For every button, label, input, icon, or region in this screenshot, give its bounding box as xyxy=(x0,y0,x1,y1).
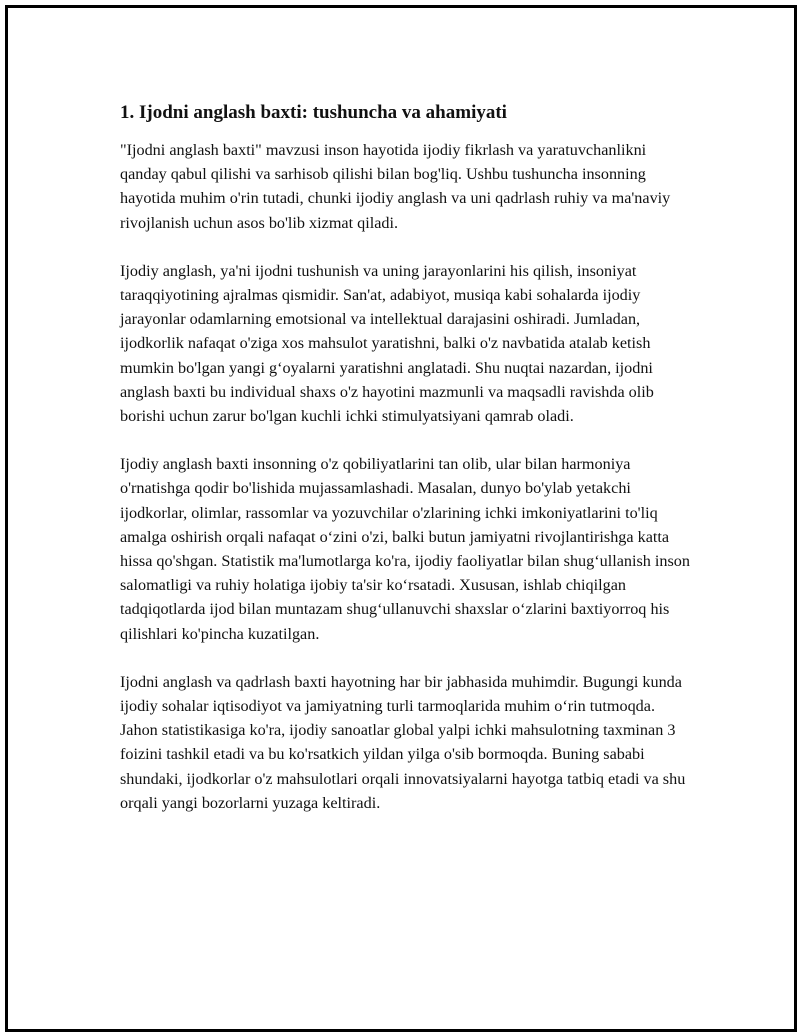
document-body xyxy=(120,100,696,839)
paragraph-2: Ijodiy anglash, ya'ni ijodni tushunish va uning jarayonlarini his qilish, insoniyat taraqqiyotining ajralmas qismidir. San'at, adabiyot, musiqa kabi sohalarda ijodiy jarayonlar odamlarning emotsional va intellektual darajasini oshiradi. Jumladan, ijodkorlik nafaqat o'ziga xos mahsulot yaratishni, balki o'z navbatida atalab ketish mumkin bo'lgan yangi g‘oyalarni yaratishni anglatadi. Shu nuqtai nazardan, ijodni anglash baxti bu individual shaxs o'z hayotini mazmunli va maqsadli ravishda olib borishi uchun zarur bo'lgan kuchli ichki stimulyatsiyani qamrab oladi. xyxy=(120,261,654,426)
paragraph-1: "Ijodni anglash baxti" mavzusi inson hayotida ijodiy fikrlash va yaratuvchanlikni qanday qabul qilishi va sarhisob qilishi bilan bog'liq. Ushbu tushuncha insonning hayotida muhim o'rin tutadi, chunki ijodiy anglash va uni qadrlash ruhiy va ma'naviy rivojlanish uchun asos bo'lib xizmat qiladi. xyxy=(120,141,671,232)
paragraph-3: Ijodiy anglash baxti insonning o'z qobiliyatlarini tan olib, ular bilan harmoniya o'rnatishga qodir bo'lishida mujassamlashadi. Masalan, dunyo bo'ylab yetakchi ijodkorlar, olimlar, rassomlar va yozuvchilar o'zlarining ichki imkoniyatlarini to'liq amalga oshirish orqali nafaqat o‘zini o'zi, balki butun jamiyatni rivojlantirishga katta hissa qo'shgan. Statistik ma'lumotlarga ko'ra, ijodiy faoliyatlar bilan shug‘ullanish inson salomatligi va ruhiy holatiga ijobiy ta'sir ko‘rsatadi. Xususan, ishlab chiqilgan tadqiqotlarda ijod bilan muntazam shug‘ullanuvchi shaxslar o‘zlarini baxtiyorroq his qilishlari ko'pincha kuzatilgan. xyxy=(120,455,690,643)
section-heading: 1. Ijodni anglash baxti: tushuncha va ahamiyati xyxy=(120,102,507,123)
page-frame xyxy=(5,5,797,1032)
paragraph-4: Ijodni anglash va qadrlash baxti hayotning har bir jabhasida muhimdir. Bugungi kunda ijodiy sohalar iqtisodiyot va jamiyatning turli tarmoqlarida muhim o‘rin tutmoqda. Jahon statistikasiga ko'ra, ijodiy sanoatlar global yalpi ichki mahsulotning taxminan 3 foizini tashkil etadi va bu ko'rsatkich yildan yilga o'sib bormoqda. Buning sababi shundaki, ijodkorlar o'z mahsulotlari orqali innovatsiyalarni hayotga tatbiq etadi va shu orqali yangi bozorlarni yuzaga keltiradi. xyxy=(120,672,686,812)
